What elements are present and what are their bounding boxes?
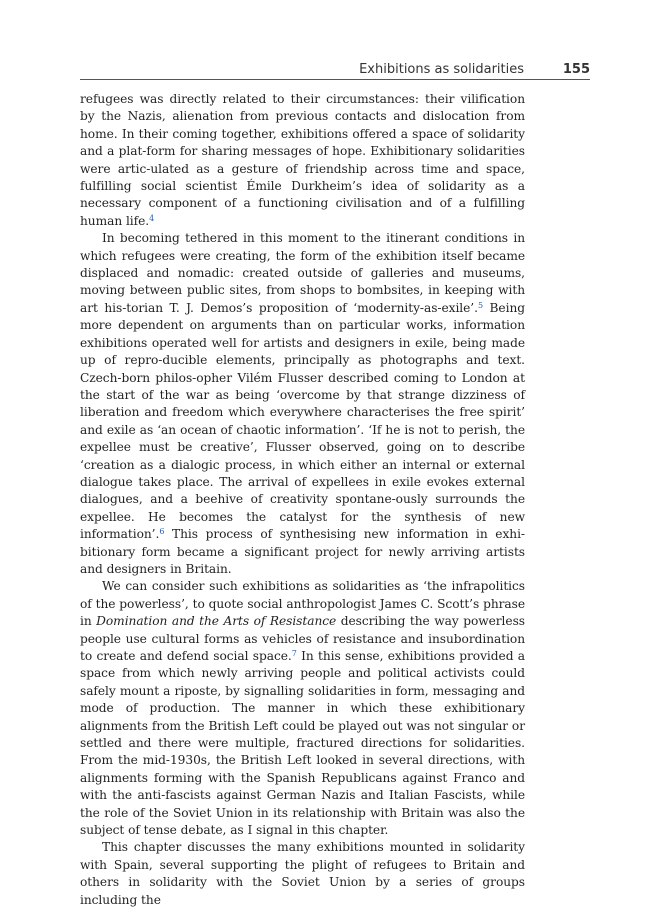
page-header — [80, 62, 590, 80]
footnote-ref-4[interactable]: 4 — [149, 213, 155, 223]
header-rule — [80, 79, 590, 80]
text-segment: describing the way powerless people use cultural forms as vehicles of resistance and insubordination to create and defend social space. — [80, 614, 525, 663]
text-segment: This chapter discusses the many exhibitions mounted in solidarity with Spain, several supporting the plight of refugees to Britain and others in solidarity with the Soviet Union by a series of groups including the — [80, 840, 525, 907]
body-text — [80, 91, 525, 909]
text-segment: refugees was directly related to their circumstances: their vilification by the Nazis, alienation from previous contacts and dislocation from home. In their coming together, exhibitions offered a space of solidarity and a plat-form for sharing messages of hope. Exhibitionary solidarities were artic-ulated as a gesture of friendship across time and space, fulfilling social scientist Émile Durkheim’s idea of solidarity as a necessary component of a functioning civilisation and of a fulfilling human life. — [80, 92, 525, 228]
text-segment: Being more dependent on arguments than on particular works, information exhibitions operated well for artists and designers in exile, being made up of repro-ducible elements, principally as photographs and text. Czech-born philos-opher Vilém Flusser described coming to London at the start of the war as being ‘overcome by that strange dizziness of liberation and freedom which everywhere characterises the free spirit’ and exile as ‘an ocean of chaotic information’. ‘If he is not to perish, the expellee must be creative’, Flusser observed, going on to describe ‘creation as a dialogic process, in which either an internal or external dialogue takes place. The arrival of expellees in exile evokes external dialogues, and a beehive of creativity spontane-ously surrounds the expellee. He becomes the catalyst for the synthesis of new information’. — [80, 300, 525, 542]
text-segment: We can consider such exhibitions as solidarities as ‘the infrapolitics of the powerless’, to quote social anthropologist James C. Scott’s phrase in — [80, 579, 525, 629]
footnote-ref-6[interactable]: 6 — [159, 527, 165, 537]
paragraph-1 — [80, 91, 525, 230]
text-segment: In this sense, exhibitions provided a space from which newly arriving people and political activists could safely mount a riposte, by signalling solidarities in form, messaging and mode of production. The manner in which these exhibitionary alignments from the British Left could be played out was not singular or settled and there were multiple, fractured directions for solidarities. From the mid-1930s, the British Left looked in several directions, with alignments forming with the Spanish Republicans against Franco and with the anti-fascists against German Nazis and Italian Fascists, while the role of the Soviet Union in its relationship with Britain was also the subject of tense debate, as I signal in this chapter. — [80, 649, 525, 838]
text-segment: This process of synthesising new information in exhi-bitionary form became a significant project for newly arriving artists and designers in Britain. — [80, 527, 525, 576]
paragraph-4 — [80, 839, 525, 909]
footnote-ref-7[interactable]: 7 — [291, 649, 297, 658]
text-segment: In becoming tethered in this moment to the itinerant conditions in which refugees were creating, the form of the exhibition itself became displaced and nomadic: created outside of galleries and museums, moving between public sites, from shops to bombsites, in keeping with art his-torian T. J. Demos’s proposition of ‘modernity-as-exile’. — [80, 231, 525, 315]
book-title: Domination and the Arts of Resistance — [96, 614, 337, 629]
footnote-ref-5[interactable]: 5 — [477, 300, 484, 310]
running-head: Exhibitions as solidarities — [359, 62, 524, 77]
page-number: 155 — [562, 62, 590, 77]
paragraph-2 — [80, 230, 525, 578]
paragraph-3 — [80, 578, 525, 839]
